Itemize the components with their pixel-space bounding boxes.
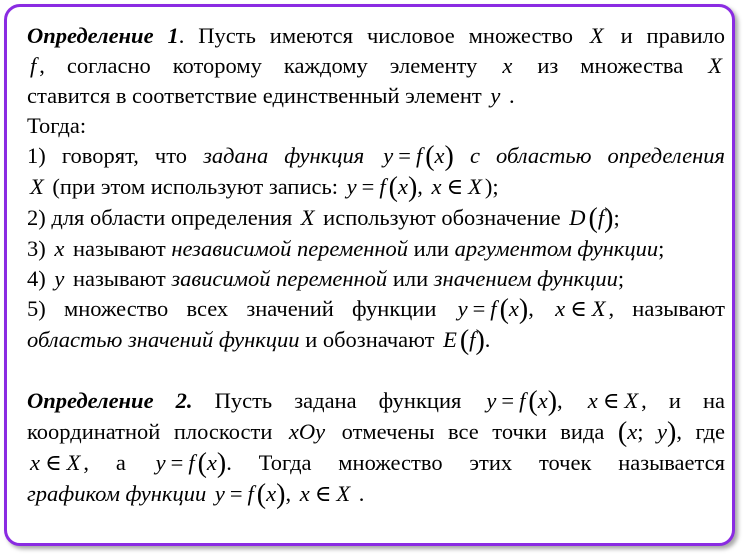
def1-line-1: Определение 1. Пусть имеются числовое множество X и правило — [27, 23, 725, 48]
def1-item-5-cont: областью значений функции и обозначают E (f). — [27, 325, 491, 356]
def2-title: Определение 2. — [27, 388, 193, 413]
definition-content — [27, 21, 725, 510]
definition-card — [4, 4, 735, 546]
def1-item-2: 2) для области определения X используют обозначение D (f); — [27, 203, 620, 234]
def1-item-3: 3) x называют независимой переменной или аргументом функции; — [27, 236, 665, 261]
def2-line-3: x ∈ X , а y = f (x). Тогда множество этих точек называется — [30, 448, 725, 479]
def1-then: Тогда: — [27, 113, 87, 138]
def1-item-1-cont: X (при этом используют запись: y = f (x), x ∈ X ); — [30, 172, 499, 203]
def2-line-2: координатной плоскости xOy отмечены все точки вида (x; y), где — [27, 417, 726, 448]
def1-item-1: 1) говорят, что задана функция y = f (x) с областью определения — [27, 141, 726, 172]
def1-title: Определение 1 — [27, 23, 179, 48]
def2-line-1: Определение 2. Пусть задана функция y = f (x), x ∈ X , и на — [27, 386, 726, 417]
def1-line-2: f , согласно которому каждому элементу x из множества X — [30, 53, 722, 78]
def1-item-4: 4) y называют зависимой переменной или значением функции; — [27, 266, 625, 291]
paragraph-gap — [27, 356, 725, 386]
def2-line-4: графиком функции y = f (x), x ∈ X . — [27, 479, 365, 510]
def1-line-3: ставится в соответствие единственный элемент y . — [27, 83, 515, 108]
def1-item-5: 5) множество всех значений функции y = f (x), x ∈ X , называют — [27, 294, 725, 325]
